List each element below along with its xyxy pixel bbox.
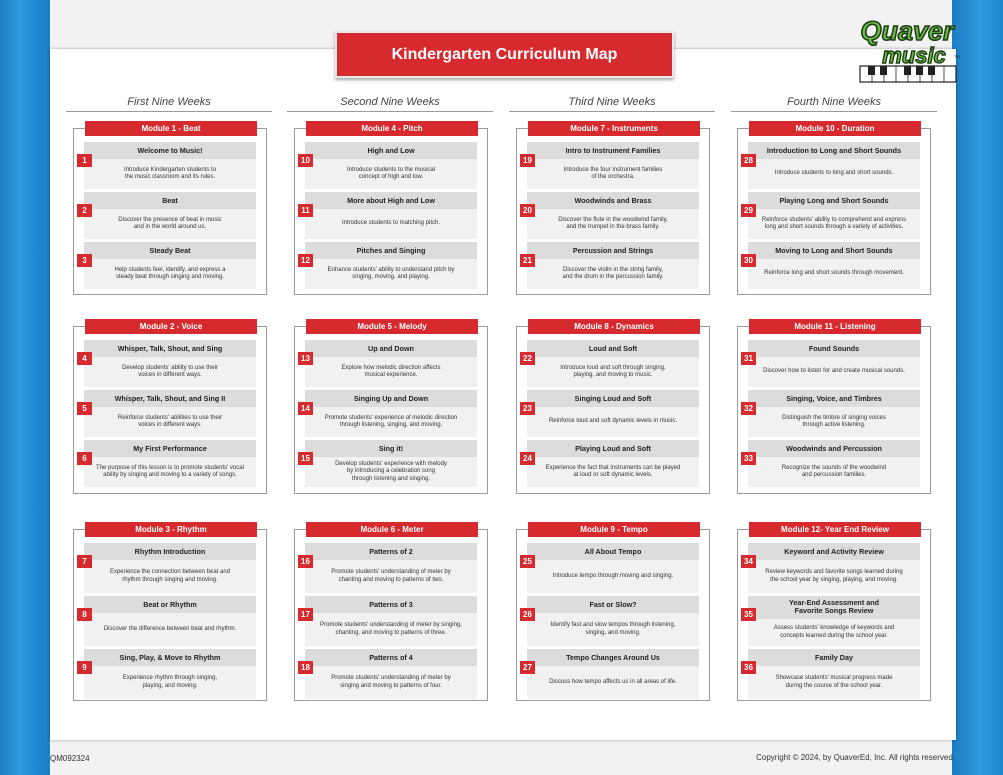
lesson-description: Recognize the sounds of the woodwind and percussion families. [748, 457, 920, 487]
lesson-description: Promote students' understanding of meter by singing, chanting, and moving to patterns of three. [305, 613, 477, 646]
lesson-item [84, 242, 256, 289]
lesson-description: Explore how melodic direction affects musical experience. [305, 357, 477, 387]
lesson-title: Found Sounds [748, 340, 920, 357]
lesson-title: Playing Loud and Soft [527, 440, 699, 457]
lesson-number-badge: 5 [77, 402, 92, 415]
lesson-item [84, 596, 256, 646]
lesson-item [84, 340, 256, 387]
lesson-title: Welcome to Music! [84, 142, 256, 159]
lesson-item [527, 596, 699, 646]
lesson-title: Beat or Rhythm [84, 596, 256, 613]
lesson-number-badge: 15 [298, 452, 313, 465]
lesson-number-badge: 6 [77, 452, 92, 465]
module-card [73, 124, 267, 295]
module-card [294, 322, 488, 494]
lesson-number-badge: 12 [298, 254, 313, 267]
lesson-title: Patterns of 3 [305, 596, 477, 613]
module-title: Module 10 - Duration [749, 121, 921, 136]
lesson-description: Assess students' knowledge of keywords and concepts learned during the school year. [748, 619, 920, 646]
lesson-item [527, 242, 699, 289]
lesson-description: Help students feel, identify, and express a steady beat through singing and moving. [84, 259, 256, 289]
module-title: Module 3 - Rhythm [85, 522, 257, 537]
lesson-title: Singing, Voice, and Timbres [748, 390, 920, 407]
lesson-title: My First Performance [84, 440, 256, 457]
module-title: Module 9 - Tempo [528, 522, 700, 537]
lesson-description: The purpose of this lesson is to promote students' vocal ability by singing and moving to a variety of songs. [84, 457, 256, 487]
svg-text:TM: TM [954, 54, 960, 59]
module-title: Module 12- Year End Review [749, 522, 921, 537]
lesson-item [305, 649, 477, 699]
lesson-item [748, 543, 920, 593]
lesson-number-badge: 30 [741, 254, 756, 267]
lesson-description: Develop students' experience with melody by introducing a celebration song through listening and singing. [305, 457, 477, 487]
lesson-item [527, 142, 699, 189]
lesson-title: More about High and Low [305, 192, 477, 209]
lesson-item [527, 340, 699, 387]
lesson-description: Promote students' understanding of meter by chanting and moving to patterns of two. [305, 560, 477, 593]
lesson-item [748, 192, 920, 239]
lesson-description: Reinforce long and short sounds through movement. [748, 259, 920, 289]
lesson-item [305, 242, 477, 289]
lesson-number-badge: 4 [77, 352, 92, 365]
lesson-item [527, 192, 699, 239]
lesson-title: Patterns of 2 [305, 543, 477, 560]
lesson-number-badge: 18 [298, 661, 313, 674]
lesson-title: Patterns of 4 [305, 649, 477, 666]
lesson-number-badge: 9 [77, 661, 92, 674]
lesson-item [527, 390, 699, 437]
lesson-description: Reinforce loud and soft dynamic levels in music. [527, 407, 699, 437]
copyright-notice: Copyright © 2024, by QuaverEd, Inc. All rights reserved. [756, 753, 955, 762]
lesson-title: Singing Up and Down [305, 390, 477, 407]
module-card [516, 322, 710, 494]
lesson-title: Sing it! [305, 440, 477, 457]
lesson-title: Year-End Assessment and Favorite Songs Review [748, 596, 920, 619]
lesson-item [84, 142, 256, 189]
module-title: Module 11 - Listening [749, 319, 921, 334]
lesson-number-badge: 19 [520, 154, 535, 167]
svg-text:music: music [882, 43, 946, 68]
lesson-item [527, 543, 699, 593]
module-card [73, 525, 267, 701]
lesson-description: Reinforce students' ability to comprehend and express long and short sounds through a variety of activities. [748, 209, 920, 239]
module-title: Module 7 - Instruments [528, 121, 700, 136]
quarter-heading: Third Nine Weeks [509, 96, 715, 112]
lesson-number-badge: 32 [741, 402, 756, 415]
lesson-title: Steady Beat [84, 242, 256, 259]
module-title: Module 2 - Voice [85, 319, 257, 334]
lesson-description: Discover the difference between beat and rhythm. [84, 613, 256, 646]
lesson-number-badge: 31 [741, 352, 756, 365]
lesson-description: Promote students' experience of melodic direction through listening, singing, and moving. [305, 407, 477, 437]
lesson-description: Introduce tempo through moving and singing. [527, 560, 699, 593]
lesson-description: Introduce loud and soft through singing, playing, and moving to music. [527, 357, 699, 387]
lesson-title: Rhythm Introduction [84, 543, 256, 560]
lesson-title: High and Low [305, 142, 477, 159]
lesson-description: Discover the presence of beat in music and in the world around us. [84, 209, 256, 239]
lesson-title: Playing Long and Short Sounds [748, 192, 920, 209]
lesson-title: Family Day [748, 649, 920, 666]
lesson-number-badge: 34 [741, 555, 756, 568]
lesson-number-badge: 11 [298, 204, 313, 217]
lesson-number-badge: 26 [520, 608, 535, 621]
lesson-description: Discover the violin in the string family, and the drum in the percussion family. [527, 259, 699, 289]
lesson-item [84, 440, 256, 487]
lesson-number-badge: 35 [741, 608, 756, 621]
lesson-title: Keyword and Activity Review [748, 543, 920, 560]
lesson-item [748, 340, 920, 387]
document-code: QM092324 [50, 754, 90, 763]
lesson-description: Review keywords and favorite songs learned during the school year by singing, playing, and moving. [748, 560, 920, 593]
module-title: Module 8 - Dynamics [528, 319, 700, 334]
lesson-number-badge: 20 [520, 204, 535, 217]
lesson-title: Sing, Play, & Move to Rhythm [84, 649, 256, 666]
lesson-description: Identify fast and slow tempos through listening, singing, and moving. [527, 613, 699, 646]
lesson-item [305, 543, 477, 593]
lesson-title: Singing Loud and Soft [527, 390, 699, 407]
lesson-title: Introduction to Long and Short Sounds [748, 142, 920, 159]
lesson-description: Introduce Kindergarten students to the music classroom and its rules. [84, 159, 256, 189]
lesson-title: Whisper, Talk, Shout, and Sing II [84, 390, 256, 407]
lesson-description: Enhance students' ability to understand pitch by singing, moving, and playing. [305, 259, 477, 289]
lesson-description: Develop students' ability to use their voices in different ways. [84, 357, 256, 387]
lesson-number-badge: 23 [520, 402, 535, 415]
page-title: Kindergarten Curriculum Map [335, 31, 674, 78]
lesson-item [84, 543, 256, 593]
module-card [737, 322, 931, 494]
lesson-description: Discover how to listen for and create musical sounds. [748, 357, 920, 387]
module-card [516, 124, 710, 295]
lesson-item [748, 390, 920, 437]
lesson-title: All About Tempo [527, 543, 699, 560]
lesson-item [527, 440, 699, 487]
lesson-description: Reinforce students' abilities to use their voices in different ways. [84, 407, 256, 437]
lesson-number-badge: 33 [741, 452, 756, 465]
lesson-number-badge: 28 [741, 154, 756, 167]
lesson-title: Percussion and Strings [527, 242, 699, 259]
lesson-title: Beat [84, 192, 256, 209]
lesson-title: Fast or Slow? [527, 596, 699, 613]
module-card [516, 525, 710, 701]
lesson-item [84, 649, 256, 699]
lesson-number-badge: 24 [520, 452, 535, 465]
lesson-title: Intro to Instrument Families [527, 142, 699, 159]
lesson-description: Discuss how tempo affects us in all areas of life. [527, 666, 699, 699]
lesson-description: Experience the fact that instruments can be played at loud or soft dynamic levels. [527, 457, 699, 487]
lesson-item [527, 649, 699, 699]
lesson-description: Introduce students to long and short sounds. [748, 159, 920, 189]
lesson-number-badge: 13 [298, 352, 313, 365]
module-card [73, 322, 267, 494]
lesson-title: Pitches and Singing [305, 242, 477, 259]
lesson-description: Introduce the four instrument families of the orchestra. [527, 159, 699, 189]
lesson-number-badge: 27 [520, 661, 535, 674]
lesson-number-badge: 7 [77, 555, 92, 568]
module-card [294, 525, 488, 701]
lesson-item [748, 242, 920, 289]
lesson-title: Whisper, Talk, Shout, and Sing [84, 340, 256, 357]
lesson-title: Loud and Soft [527, 340, 699, 357]
lesson-item [305, 390, 477, 437]
lesson-number-badge: 10 [298, 154, 313, 167]
lesson-description: Distinguish the timbre of singing voices through active listening. [748, 407, 920, 437]
lesson-item [748, 440, 920, 487]
quarter-heading: Fourth Nine Weeks [731, 96, 937, 112]
lesson-description: Experience the connection between beat and rhythm through singing and moving. [84, 560, 256, 593]
lesson-number-badge: 29 [741, 204, 756, 217]
lesson-number-badge: 2 [77, 204, 92, 217]
lesson-number-badge: 22 [520, 352, 535, 365]
module-title: Module 6 - Meter [306, 522, 478, 537]
lesson-item [305, 192, 477, 239]
module-title: Module 4 - Pitch [306, 121, 478, 136]
lesson-description: Introduce students to the musical concept of high and low. [305, 159, 477, 189]
lesson-item [748, 596, 920, 646]
module-title: Module 1 - Beat [85, 121, 257, 136]
lesson-item [748, 649, 920, 699]
lesson-description: Promote students' understanding of meter by singing and moving to patterns of four. [305, 666, 477, 699]
lesson-description: Discover the flute in the woodwind family, and the trumpet in the brass family. [527, 209, 699, 239]
lesson-description: Experience rhythm through singing, playing, and moving. [84, 666, 256, 699]
quarter-heading: Second Nine Weeks [287, 96, 493, 112]
module-card [294, 124, 488, 295]
lesson-number-badge: 36 [741, 661, 756, 674]
module-card [737, 525, 931, 701]
lesson-item [84, 192, 256, 239]
lesson-item [748, 142, 920, 189]
lesson-title: Woodwinds and Percussion [748, 440, 920, 457]
lesson-number-badge: 25 [520, 555, 535, 568]
lesson-description: Introduce students to matching pitch. [305, 209, 477, 239]
module-card [737, 124, 931, 295]
lesson-title: Woodwinds and Brass [527, 192, 699, 209]
lesson-title: Up and Down [305, 340, 477, 357]
lesson-number-badge: 14 [298, 402, 313, 415]
lesson-description: Showcase students' musical progress made during the course of the school year. [748, 666, 920, 699]
lesson-number-badge: 17 [298, 608, 313, 621]
lesson-item [305, 142, 477, 189]
lesson-number-badge: 1 [77, 154, 92, 167]
lesson-number-badge: 8 [77, 608, 92, 621]
lesson-item [84, 390, 256, 437]
lesson-item [305, 440, 477, 487]
quarter-heading: First Nine Weeks [66, 96, 272, 112]
lesson-number-badge: 16 [298, 555, 313, 568]
lesson-item [305, 596, 477, 646]
lesson-number-badge: 3 [77, 254, 92, 267]
quaver-music-logo [852, 10, 962, 90]
lesson-number-badge: 21 [520, 254, 535, 267]
module-title: Module 5 - Melody [306, 319, 478, 334]
svg-text:Quaver: Quaver [860, 16, 954, 46]
lesson-title: Tempo Changes Around Us [527, 649, 699, 666]
lesson-item [305, 340, 477, 387]
lesson-title: Moving to Long and Short Sounds [748, 242, 920, 259]
